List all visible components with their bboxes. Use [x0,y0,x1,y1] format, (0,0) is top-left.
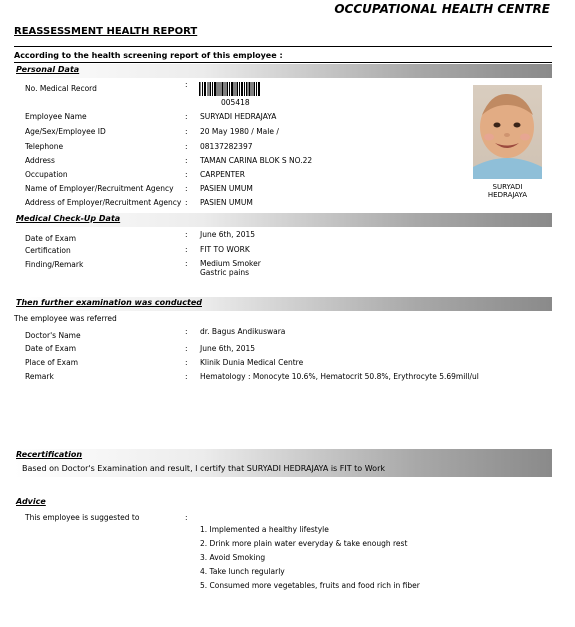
field-label: Address [25,156,55,165]
colon: : [185,259,188,268]
advice-label: This employee is suggested to [25,513,140,522]
telephone: 08137282397 [200,142,253,151]
colon: : [185,198,188,207]
advice-item: 1. Implemented a healthy lifestyle [200,525,329,534]
colon: : [185,372,188,381]
finding-2: Gastric pains [200,268,250,277]
colon: : [185,344,188,353]
employee-name: SURYADI HEDRAJAYA [200,112,277,121]
colon: : [185,142,188,151]
section-heading: Medical Check-Up Data [16,214,121,223]
field-label: Doctor's Name [25,331,81,340]
section-advice [14,496,552,508]
colon: : [185,170,188,179]
organization-name: OCCUPATIONAL HEALTH CENTRE [334,2,550,16]
recertification-text: Based on Doctor's Examination and result, I certify that SURYADI HEDRAJAYA is FIT to Work [22,464,385,473]
age-sex-id: 20 May 1980 / Male / [200,127,279,136]
section-heading: Then further examination was conducted [16,298,202,307]
photo-caption [473,183,542,199]
colon: : [185,327,188,336]
advice-item: 3. Avoid Smoking [200,553,266,562]
colon: : [185,230,188,239]
field-label: Certification [25,246,71,255]
employee-photo [473,85,542,179]
barcode [199,82,261,96]
occupation: CARPENTER [200,170,245,179]
field-label: Employee Name [25,112,87,121]
section-recertification [14,449,552,477]
photo-caption-line: SURYADI [492,183,523,191]
certification: FIT TO WORK [200,245,250,254]
section-further-exam [14,297,552,311]
field-label: Date of Exam [25,234,77,243]
record-number: 005418 [221,98,250,107]
field-label: Date of Exam [25,344,77,353]
record-label: No. Medical Record [25,84,97,93]
employer-name: PASIEN UMUM [200,184,253,193]
photo-caption-line: HEDRAJAYA [487,191,528,199]
field-label: Name of Employer/Recruitment Agency [25,184,174,193]
exam-date: June 6th, 2015 [200,230,256,239]
doctor-name: dr. Bagus Andikuswara [200,327,286,336]
title-divider [14,46,552,47]
colon: : [185,156,188,165]
remark: Hematology : Monocyte 10.6%, Hematocrit 50.8%, Erythrocyte 5.69mill/ul [200,372,479,381]
report-title: REASSESSMENT HEALTH REPORT [14,26,198,37]
colon: : [185,245,188,254]
colon: : [185,358,188,367]
field-label: Place of Exam [25,358,79,367]
field-label: Address of Employer/Recruitment Agency [25,198,182,207]
field-label: Telephone [25,142,64,151]
section-heading: Recertification [16,450,83,459]
further-exam-date: June 6th, 2015 [200,344,256,353]
field-label: Remark [25,372,54,381]
exam-place: Klinik Dunia Medical Centre [200,358,304,367]
address: TAMAN CARINA BLOK S NO.22 [200,156,313,165]
colon: : [185,80,188,89]
section-heading: Advice [16,497,46,506]
intro-divider [14,62,552,63]
colon: : [185,112,188,121]
advice-item: 4. Take lunch regularly [200,567,285,576]
intro-text: According to the health screening report of this employee : [14,51,283,60]
colon: : [185,127,188,136]
advice-item: 5. Consumed more vegetables, fruits and food rich in fiber [200,581,420,590]
employer-address: PASIEN UMUM [200,198,253,207]
referral-note: The employee was referred [14,314,117,323]
advice-item: 2. Drink more plain water everyday & take enough rest [200,539,408,548]
field-label: Finding/Remark [25,260,84,269]
field-label: Occupation [25,170,68,179]
section-personal-data [14,64,552,78]
field-label: Age/Sex/Employee ID [25,127,106,136]
colon: : [185,184,188,193]
section-medical-checkup [14,213,552,227]
section-heading: Personal Data [16,65,80,74]
finding-1: Medium Smoker [200,259,261,268]
colon: : [185,513,188,522]
